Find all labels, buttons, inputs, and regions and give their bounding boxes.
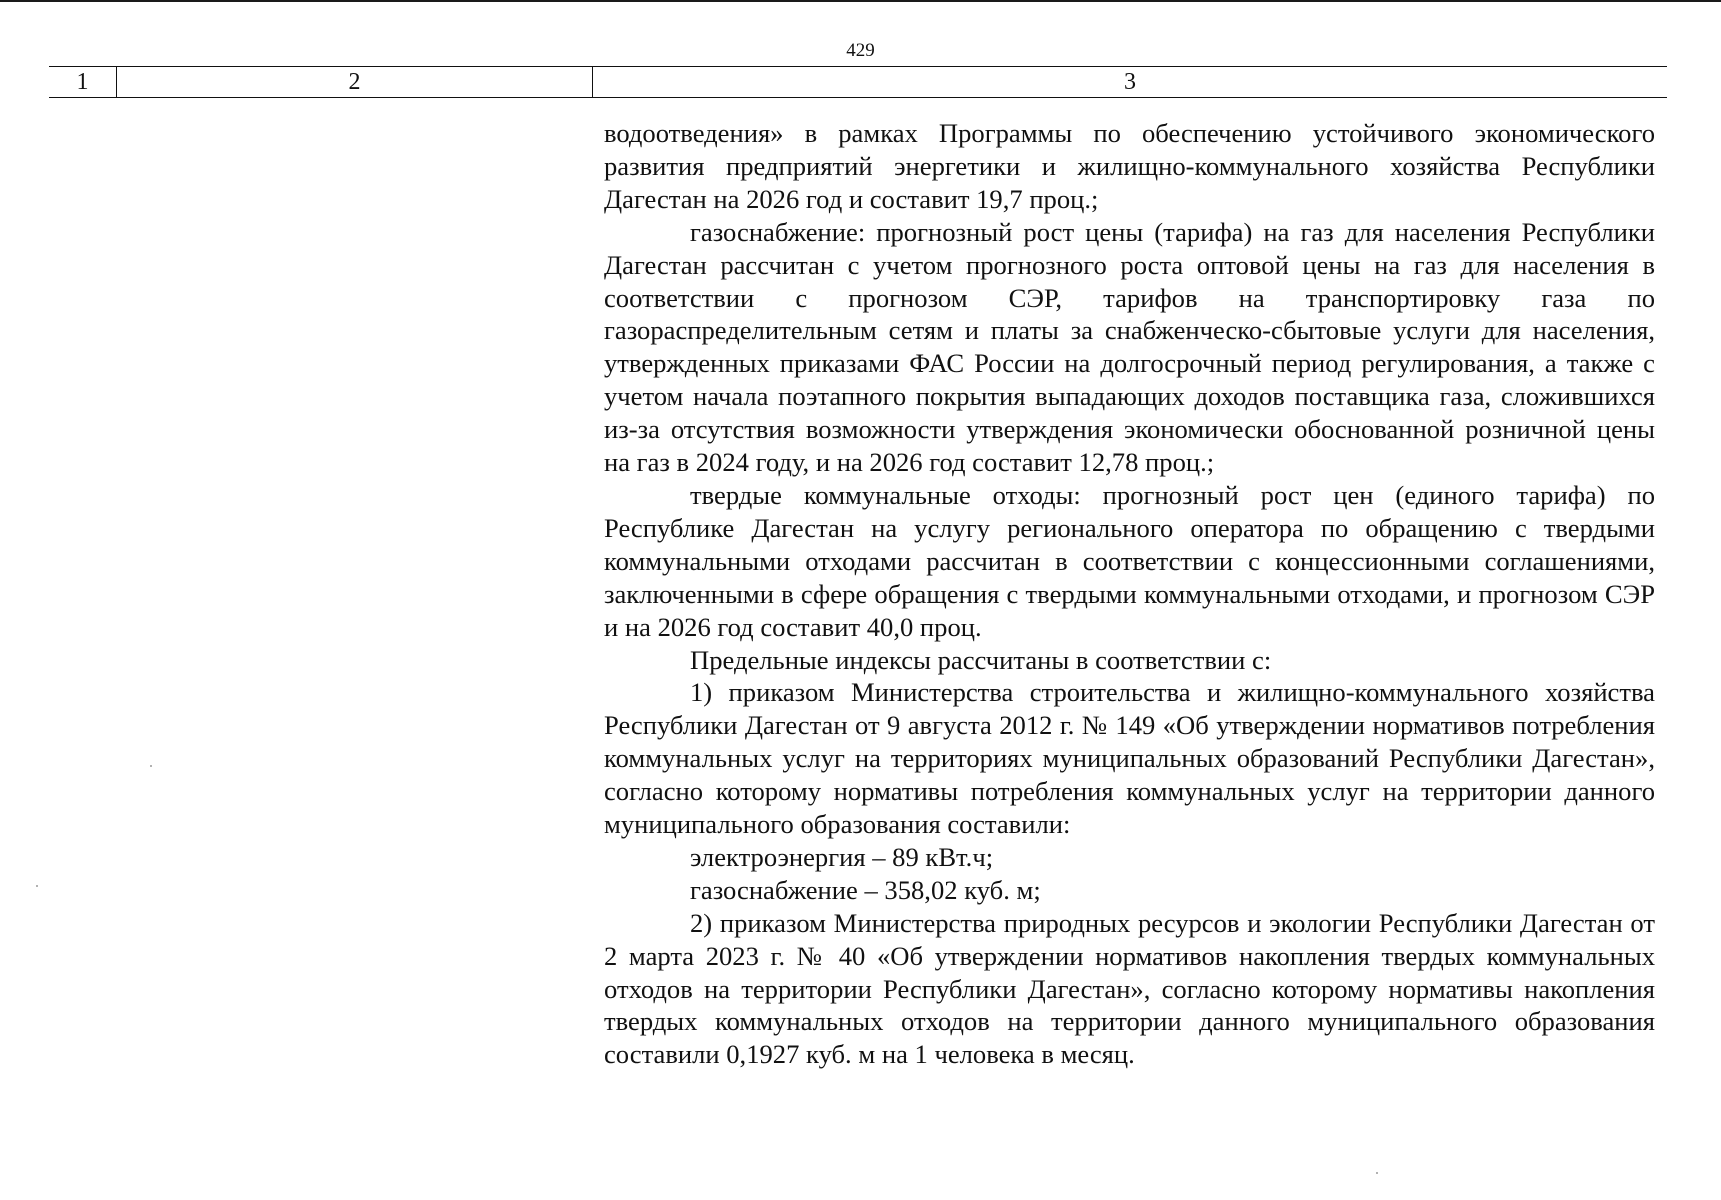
paragraph-solid-waste: твердые коммунальные отходы: прогнозный рост цен (единого тарифа) по Республике Дагестан на услугу регионального оператора по обращению с твердыми коммунальными отходами рассчитан в соответствии с концессионными соглашениями, заключенными в сфере обращения с твердыми коммунальными отходами, и прогнозом СЭР и на 2026 год составит 40,0 проц.	[604, 479, 1655, 642]
page-number: 429	[846, 40, 875, 61]
paragraph-limit-indices: Предельные индексы рассчитаны в соответствии с:	[690, 644, 1272, 675]
table-header-row	[49, 66, 1667, 98]
column-number-1: 1	[49, 67, 117, 97]
scan-speck	[150, 765, 152, 767]
paragraph-gas-norm: газоснабжение – 358,02 куб. м;	[690, 874, 1041, 905]
column-number-3: 3	[1124, 69, 1136, 95]
paragraph-order-2: 2) приказом Министерства природных ресурсов и экологии Республики Дагестан от 2 марта 2023 г. № 40 «Об утверждении нормативов накопления твердых коммунальных отходов на территории Республики Дагестан», согласно которому нормативы накопления твердых коммунальных отходов на территории данного муниципального образования составили 0,1927 куб. м на 1 человека в месяц.	[604, 907, 1655, 1070]
paragraph-order-1: 1) приказом Министерства строительства и жилищно-коммунального хозяйства Республики Дагестан от 9 августа 2012 г. № 149 «Об утверждении нормативов потребления коммунальных услуг на территориях муниципальных образований Республики Дагестан», согласно которому нормативы потребления коммунальных услуг на территории данного муниципального образования составили:	[604, 677, 1655, 840]
scan-speck	[1376, 1172, 1378, 1174]
column-number-2: 2	[117, 67, 593, 97]
paragraph-electricity-norm: электроэнергия – 89 кВт.ч;	[690, 841, 994, 872]
page-top-edge	[0, 0, 1721, 2]
column-3-text	[604, 117, 1655, 1071]
paragraph-water-disposal: водоотведения» в рамках Программы по обеспечению устойчивого экономического развития предприятий энергетики и жилищно-коммунального хозяйства Республики Дагестан на 2026 год и составит 19,7 проц.;	[604, 118, 1655, 214]
scan-speck	[36, 885, 38, 887]
paragraph-gas-supply: газоснабжение: прогнозный рост цены (тарифа) на газ для населения Республики Дагестан рассчитан с учетом прогнозного роста оптовой цены на газ для населения в соответствии с прогнозом СЭР, тарифов на транспортировку газа по газораспределительным сетям и платы за снабженческо-сбытовые услуги для населения, утвержденных приказами ФАС России на долгосрочный период регулирования, а также с учетом начала поэтапного покрытия выпадающих доходов поставщика газа, сложившихся из-за отсутствия возможности утверждения экономически обоснованной розничной цены на газ в 2024 году, и на 2026 год составит 12,78 проц.;	[604, 216, 1655, 478]
